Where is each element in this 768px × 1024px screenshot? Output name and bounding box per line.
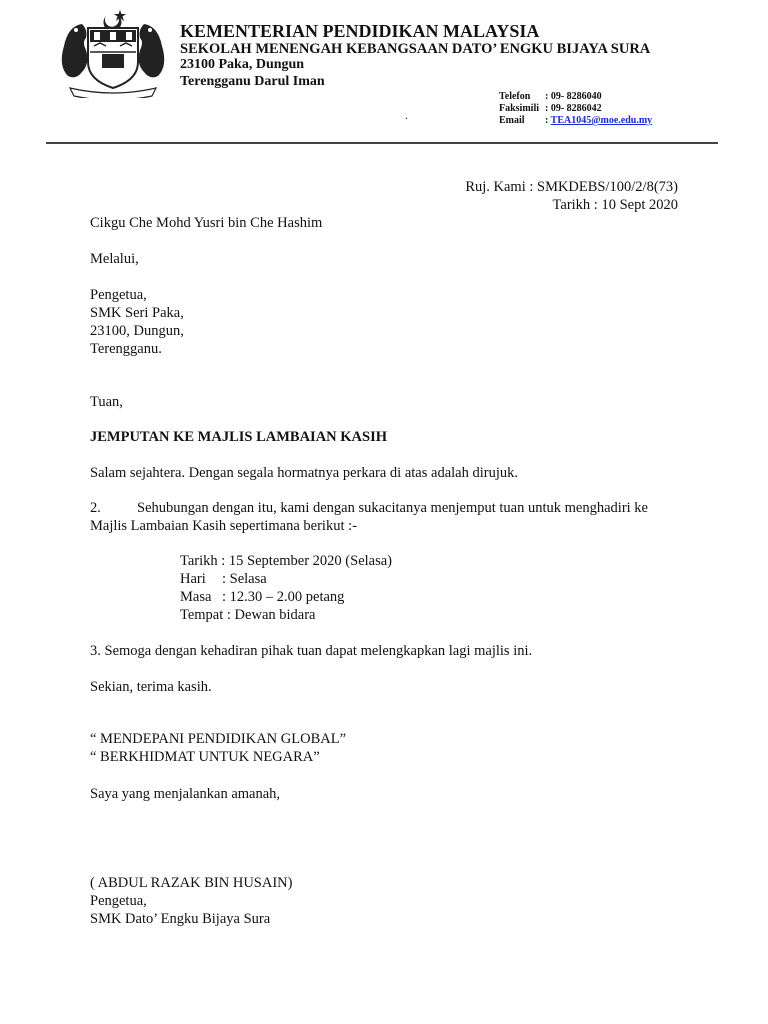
via-address-line2: SMK Seri Paka,	[90, 305, 184, 321]
malaysia-coat-of-arms-icon	[58, 6, 168, 98]
detail-day	[180, 571, 267, 588]
reference-number: Ruj. Kami : SMKDEBS/100/2/8(73)	[465, 179, 678, 195]
via-address-line1: Pengetua,	[90, 287, 147, 303]
contact-fax	[499, 103, 602, 114]
detail-venue-label: Tempat	[180, 607, 224, 623]
fax-value: : 09- 8286042	[545, 103, 602, 114]
fax-label: Faksimili	[499, 103, 540, 114]
ministry-name: KEMENTERIAN PENDIDIKAN MALAYSIA	[180, 21, 540, 41]
slogan-1: “ MENDEPANI PENDIDIKAN GLOBAL”	[90, 731, 347, 747]
detail-day-label: Hari	[180, 571, 206, 587]
slogan-2: “ BERKHIDMAT UNTUK NEGARA”	[90, 749, 320, 765]
school-address-line1: 23100 Paka, Dungun	[180, 57, 305, 72]
paragraph-2-number: 2.	[90, 500, 101, 516]
via-address-line4: Terengganu.	[90, 341, 162, 357]
detail-date-label: Tarikh	[180, 553, 218, 569]
detail-time-label: Masa	[180, 589, 212, 605]
signer-title: Pengetua,	[90, 893, 147, 909]
via-label: Melalui,	[90, 251, 139, 267]
signer-school: SMK Dato’ Engku Bijaya Sura	[90, 911, 271, 927]
email-label: Email	[499, 115, 525, 126]
paragraph-2-line2: Majlis Lambaian Kasih sepertimana berikut :-	[90, 518, 357, 534]
detail-venue-value: : Dewan bidara	[226, 607, 316, 623]
detail-venue	[180, 607, 315, 624]
detail-time	[180, 589, 344, 606]
letter-subject: JEMPUTAN KE MAJLIS LAMBAIAN KASIH	[90, 429, 388, 445]
detail-date	[180, 553, 392, 570]
detail-day-value: : Selasa	[222, 571, 267, 587]
letterhead-divider	[46, 142, 718, 144]
closing: Sekian, terima kasih.	[90, 679, 212, 695]
letter-date: Tarikh : 10 Sept 2020	[552, 197, 678, 213]
paragraph-3: 3. Semoga dengan kehadiran pihak tuan dapat melengkapkan lagi majlis ini.	[90, 643, 533, 659]
contact-phone	[499, 91, 602, 102]
detail-time-value: : 12.30 – 2.00 petang	[222, 589, 345, 605]
phone-value: : 09- 8286040	[545, 91, 602, 102]
signature-intro: Saya yang menjalankan amanah,	[90, 786, 281, 802]
email-prefix: :	[545, 115, 551, 126]
school-address-line2: Terengganu Darul Iman	[180, 74, 325, 89]
paragraph-1: Salam sejahtera. Dengan segala hormatnya perkara di atas adalah dirujuk.	[90, 465, 518, 481]
contact-email	[499, 115, 652, 126]
detail-date-value: : 15 September 2020 (Selasa)	[221, 553, 393, 569]
paragraph-2-line1: Sehubungan dengan itu, kami dengan sukacitanya menjemput tuan untuk menghadiri ke	[137, 500, 648, 516]
school-name: SEKOLAH MENENGAH KEBANGSAAN DATO’ ENGKU BIJAYA SURA	[180, 41, 651, 57]
stray-dot: .	[405, 108, 408, 122]
via-address-line3: 23100, Dungun,	[90, 323, 184, 339]
email-link[interactable]: TEA1045@moe.edu.my	[550, 115, 653, 126]
recipient-name: Cikgu Che Mohd Yusri bin Che Hashim	[90, 215, 323, 231]
signer-name: ( ABDUL RAZAK BIN HUSAIN)	[90, 875, 293, 891]
phone-label: Telefon	[499, 91, 531, 102]
salutation: Tuan,	[90, 394, 123, 410]
